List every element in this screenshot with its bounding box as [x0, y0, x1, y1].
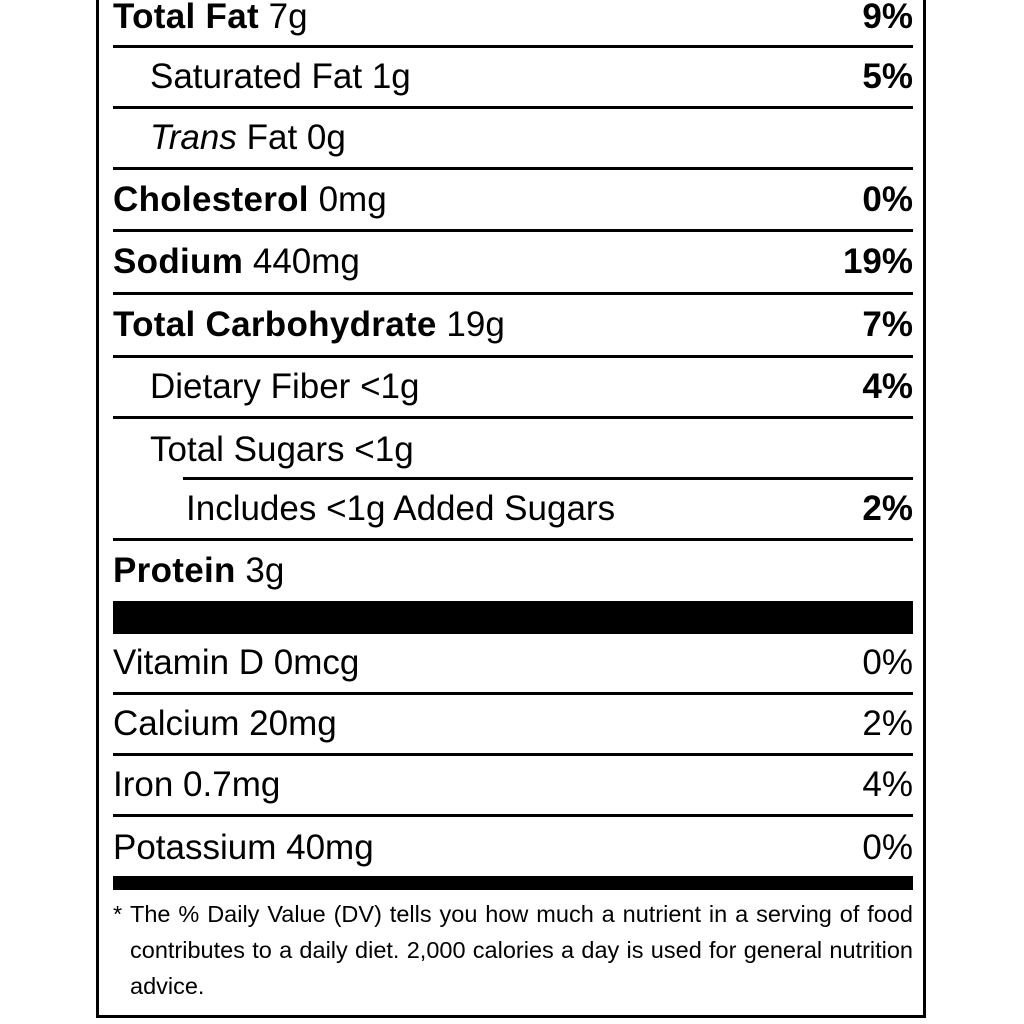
- daily-value-percent: 9%: [862, 0, 913, 36]
- nutrient-name: Fat: [246, 118, 298, 157]
- daily-value-percent: 7%: [862, 305, 913, 344]
- nutrient-amount: <1g: [354, 429, 414, 469]
- vitamin-row-vitamin-d: [113, 634, 913, 695]
- vitamin-row-potassium: [113, 817, 913, 878]
- nutrient-row-sodium: [113, 232, 913, 295]
- nutrient-row-total-carbohydrate: [113, 295, 913, 358]
- nutrient-amount: 0g: [306, 118, 346, 157]
- nutrient-amount: 3g: [245, 551, 285, 590]
- daily-value-percent: 2%: [862, 704, 913, 743]
- nutrient-row-total-sugars: [113, 419, 913, 480]
- vitamin-row-iron: [113, 756, 913, 817]
- vitamin-name: Calcium 20mg: [113, 704, 337, 743]
- daily-value-percent: 4%: [862, 765, 913, 804]
- nutrient-name: Total Sugars: [150, 429, 345, 469]
- nutrient-name: Total Carbohydrate: [113, 305, 437, 344]
- nutrient-row-cholesterol: [113, 170, 913, 232]
- daily-value-percent: 19%: [842, 242, 913, 281]
- daily-value-percent: 5%: [862, 57, 913, 96]
- nutrient-name: Dietary Fiber: [150, 367, 351, 406]
- vitamin-name: Vitamin D 0mcg: [113, 643, 360, 682]
- vitamin-name: Iron 0.7mg: [113, 765, 281, 804]
- medium-divider-bar: [113, 876, 913, 890]
- nutrient-row-saturated-fat: [113, 48, 913, 109]
- nutrient-name: Total Fat: [113, 0, 259, 36]
- daily-value-percent: 4%: [862, 367, 913, 406]
- vitamin-row-calcium: [113, 695, 913, 756]
- nutrient-name: Cholesterol: [113, 179, 309, 219]
- nutrient-row-added-sugars: [113, 480, 913, 541]
- nutrient-row-dietary-fiber: [113, 358, 913, 419]
- footnote-asterisk: *: [113, 901, 123, 927]
- daily-value-percent: 2%: [862, 489, 913, 528]
- nutrient-amount: 1g: [371, 57, 411, 96]
- nutrient-name: Includes <1g Added Sugars: [186, 489, 616, 528]
- vitamin-name: Potassium 40mg: [113, 827, 374, 867]
- nutrient-row-protein: [113, 541, 913, 601]
- daily-value-footnote: [113, 896, 913, 1004]
- nutrient-amount: <1g: [360, 367, 420, 406]
- daily-value-percent: 0%: [862, 827, 913, 867]
- thick-divider-bar: [113, 601, 913, 634]
- daily-value-percent: 0%: [862, 643, 913, 682]
- nutrient-amount: 7g: [268, 0, 308, 36]
- daily-value-percent: 0%: [862, 179, 913, 219]
- nutrient-name: Protein: [113, 551, 236, 590]
- nutrient-amount: 19g: [446, 305, 505, 344]
- nutrient-row-total-fat: [113, 0, 913, 48]
- nutrient-name: Saturated Fat: [150, 57, 363, 96]
- nutrient-name: Sodium: [113, 242, 244, 281]
- nutrient-amount: 440mg: [252, 242, 360, 281]
- nutrient-name-italic: Trans: [150, 118, 237, 157]
- nutrient-row-trans-fat: [113, 109, 913, 170]
- footnote-text: The % Daily Value (DV) tells you how much a nutrient in a serving of food contributes to a daily diet. 2,000 calories a day is used for general nutrition advice.: [130, 901, 913, 999]
- nutrient-amount: 0mg: [318, 179, 387, 219]
